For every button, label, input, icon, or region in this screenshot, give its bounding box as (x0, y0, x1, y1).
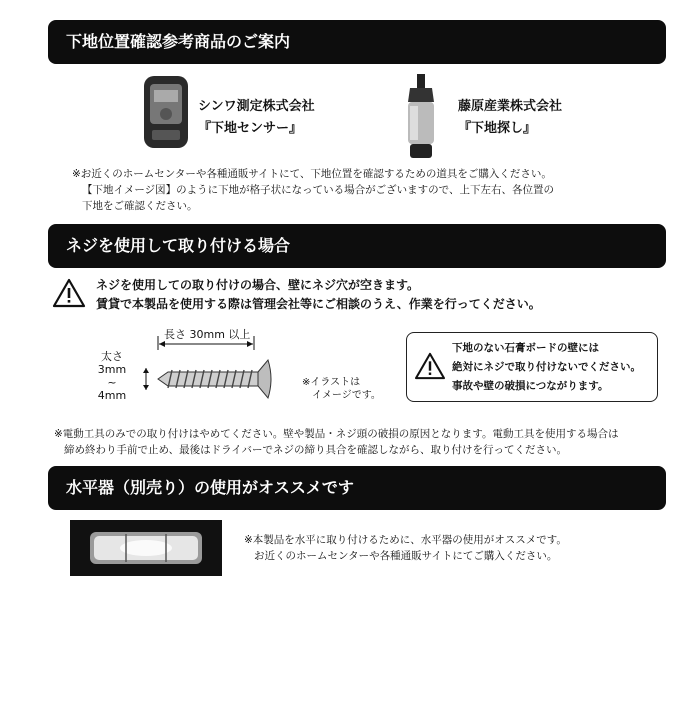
thickness-max: 4mm (97, 389, 127, 402)
product1-name: 『下地センサー』 (198, 121, 303, 136)
thickness-tilde: ~ (107, 376, 117, 389)
note-line: 下地をご確認ください。 (82, 200, 198, 212)
length-dimension-line (150, 336, 266, 350)
illustration-note: ※イラストは (302, 377, 361, 388)
box-line: 絶対にネジで取り付けないでください。 (452, 361, 641, 373)
section-header-screw-mount (48, 224, 666, 268)
stud-sensor-image (138, 72, 194, 152)
note-line: ※電動工具のみでの取り付けはやめてください。壁や製品・ネジ頭の破損の原因となります。電動工具を使用する場合は (54, 428, 619, 440)
note-line: 【下地イメージ図】のように下地が格子状になっている場合がございますので、上下左右、各位置の (82, 184, 554, 196)
thickness-label: 太さ (101, 350, 123, 363)
warning-triangle-icon (52, 278, 86, 308)
warning-line: ネジを使用しての取り付けの場合、壁にネジ穴が空きます。 (96, 278, 420, 292)
product2-name: 『下地探し』 (458, 121, 537, 136)
section-title: 下地位置確認参考商品のご案内 (66, 32, 291, 51)
warning-triangle-icon (414, 352, 446, 380)
warning-line: 賃貸で本製品を使用する際は管理会社等にご相談のうえ、作業を行ってください。 (96, 297, 541, 311)
section-header-level (48, 466, 666, 510)
section-header-stud-finder (48, 20, 666, 64)
note-line: 締め終わり手前で止め、最後はドライバーでネジの締り具合を確認しながら、取り付けを行ってください。 (64, 444, 568, 456)
product1-maker: シンワ測定株式会社 (198, 99, 315, 114)
box-line: 事故や壁の破損につながります。 (452, 380, 609, 392)
section-title: ネジを使用して取り付ける場合 (66, 236, 291, 255)
screw-length-label: 長さ 30mm 以上 (164, 328, 251, 341)
screw-illustration (138, 356, 278, 400)
section-title: 水平器（別売り）の使用がオススメです (66, 478, 354, 497)
note-line: ※本製品を水平に取り付けるために、水平器の使用がオススメです。 (244, 534, 567, 546)
spirit-level-image (70, 520, 222, 576)
box-line: 下地のない石膏ボードの壁には (452, 342, 599, 354)
illustration-note: イメージです。 (312, 390, 381, 401)
product2-maker: 藤原産業株式会社 (458, 99, 563, 114)
stud-needle-image (396, 72, 446, 162)
note-line: ※お近くのホームセンターや各種通販サイトにて、下地位置を確認するための道具をご購入ください。 (72, 168, 552, 180)
thickness-min: 3mm (97, 363, 127, 376)
note-line: お近くのホームセンターや各種通販サイトにてご購入ください。 (254, 550, 558, 562)
